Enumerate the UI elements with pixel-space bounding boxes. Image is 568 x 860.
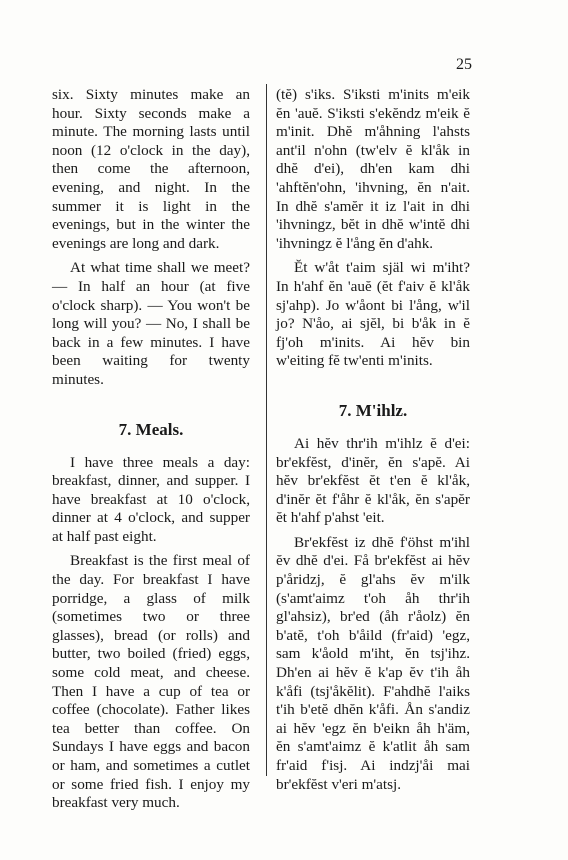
phonetic-paragraph-three-meals: Ai hĕv thr'ih m'ihlz ĕ d'ei: br'ekfĕst, d'inĕr, ĕn s'apĕ. Ai hĕv br'ekfĕst ĕt t'en ĕ kl'åk, d'inĕr ĕt f'åhr ĕ kl'åk, ĕn s'apĕr ĕt h'ahf p'ahst 'eit. bbox=[276, 434, 470, 527]
column-divider bbox=[266, 84, 267, 776]
paragraph-breakfast: Breakfast is the first meal of the day. For breakfast I have porridge, a glass of milk (sometimes two or three glasses), bread (or rolls) and butter, two boiled (fried) eggs, some cold meat, and cheese. Then I have a cup of tea or coffee (chocolate). Father likes tea better than coffee. On Sundays I have eggs and bacon or ham, and sometimes a cutlet or some fried fish. I enjoy my breakfast very much. bbox=[52, 552, 250, 812]
paragraph-time-of-day: six. Sixty minutes make an hour. Sixty seconds make a minute. The morning lasts until noon (12 o'clock in the day), then come the afternoon, evening, and night. In the summer it is light in the evenings, but in the winter the evenings are long and dark. bbox=[52, 86, 250, 252]
right-column-phonetic bbox=[276, 86, 470, 800]
phonetic-paragraph-meeting: Ĕt w'åt t'aim själ wi m'iht? In h'ahf ĕn 'auĕ (ĕt f'aiv ĕ kl'åk sj'ahp). Jo w'åont bi l'ång, w'il jo? N'åo, ai sjĕl, bi b'åk in ĕ fj'oh m'inits. Ai hĕv bin w'eiting fĕ tw'enti m'inits. bbox=[276, 259, 470, 370]
phonetic-paragraph-time-of-day: (tĕ) s'iks. S'iksti m'inits m'eik ĕn 'auĕ. S'iksti s'ekĕndz m'eik ĕ m'init. Dhĕ m'åhning l'ahsts ant'il n'ohn (tw'elv ĕ kl'åk in dhĕ d'ei), dh'en kam dhi 'ahftĕn'ohn, 'ihvning, ĕn n'ait. In dhĕ s'amĕr it iz l'ait in dhi 'ihvningz, bĕt in dhĕ w'intĕ dhi 'ihvningz ĕ l'ång ĕn d'ahk. bbox=[276, 86, 470, 252]
paragraph-three-meals: I have three meals a day: breakfast, dinner, and supper. I have breakfast at 10 o'clock, dinner at 4 o'clock, and supper at half past eight. bbox=[52, 453, 250, 545]
phonetic-section-heading-meals: 7. M'ihlz. bbox=[338, 400, 408, 420]
phonetic-paragraph-breakfast: Br'ekfĕst iz dhĕ f'öhst m'ihl ĕv dhĕ d'ei. Få br'ekfĕst ai hĕv p'åridzj, ĕ gl'ahs ĕv m'ilk (s'amt'aimz t'oh åh thr'ih gl'ahsiz), br'ed (åh r'åolz) ĕn b'atĕ, t'oh b'åild (fr'aid) 'egz, sam k'åold m'iht, ĕn tsj'ihz. Dh'en ai hĕv ĕ k'ap ĕv t'ih åh k'åfi (tsj'åkĕlit). F'ahdhĕ l'aiks t'ih b'etĕ dhĕn k'åfi. Ån s'andiz ai hĕv 'egz ĕn b'eikn åh h'äm, ĕn s'amt'aimz ĕ k'atlit åh sam fr'aid f'isj. Ai indzj'åi mai br'ekfĕst v'eri m'atsj. bbox=[276, 533, 470, 793]
section-heading-meals: 7. Meals. bbox=[118, 419, 184, 439]
paragraph-meeting: At what time shall we meet? — In half an hour (at five o'clock sharp). — You won't be long will you? — No, I shall be back in a few minutes. I have been waiting for twenty minutes. bbox=[52, 259, 250, 388]
left-column-english bbox=[52, 86, 250, 819]
page-number: 25 bbox=[456, 56, 472, 73]
